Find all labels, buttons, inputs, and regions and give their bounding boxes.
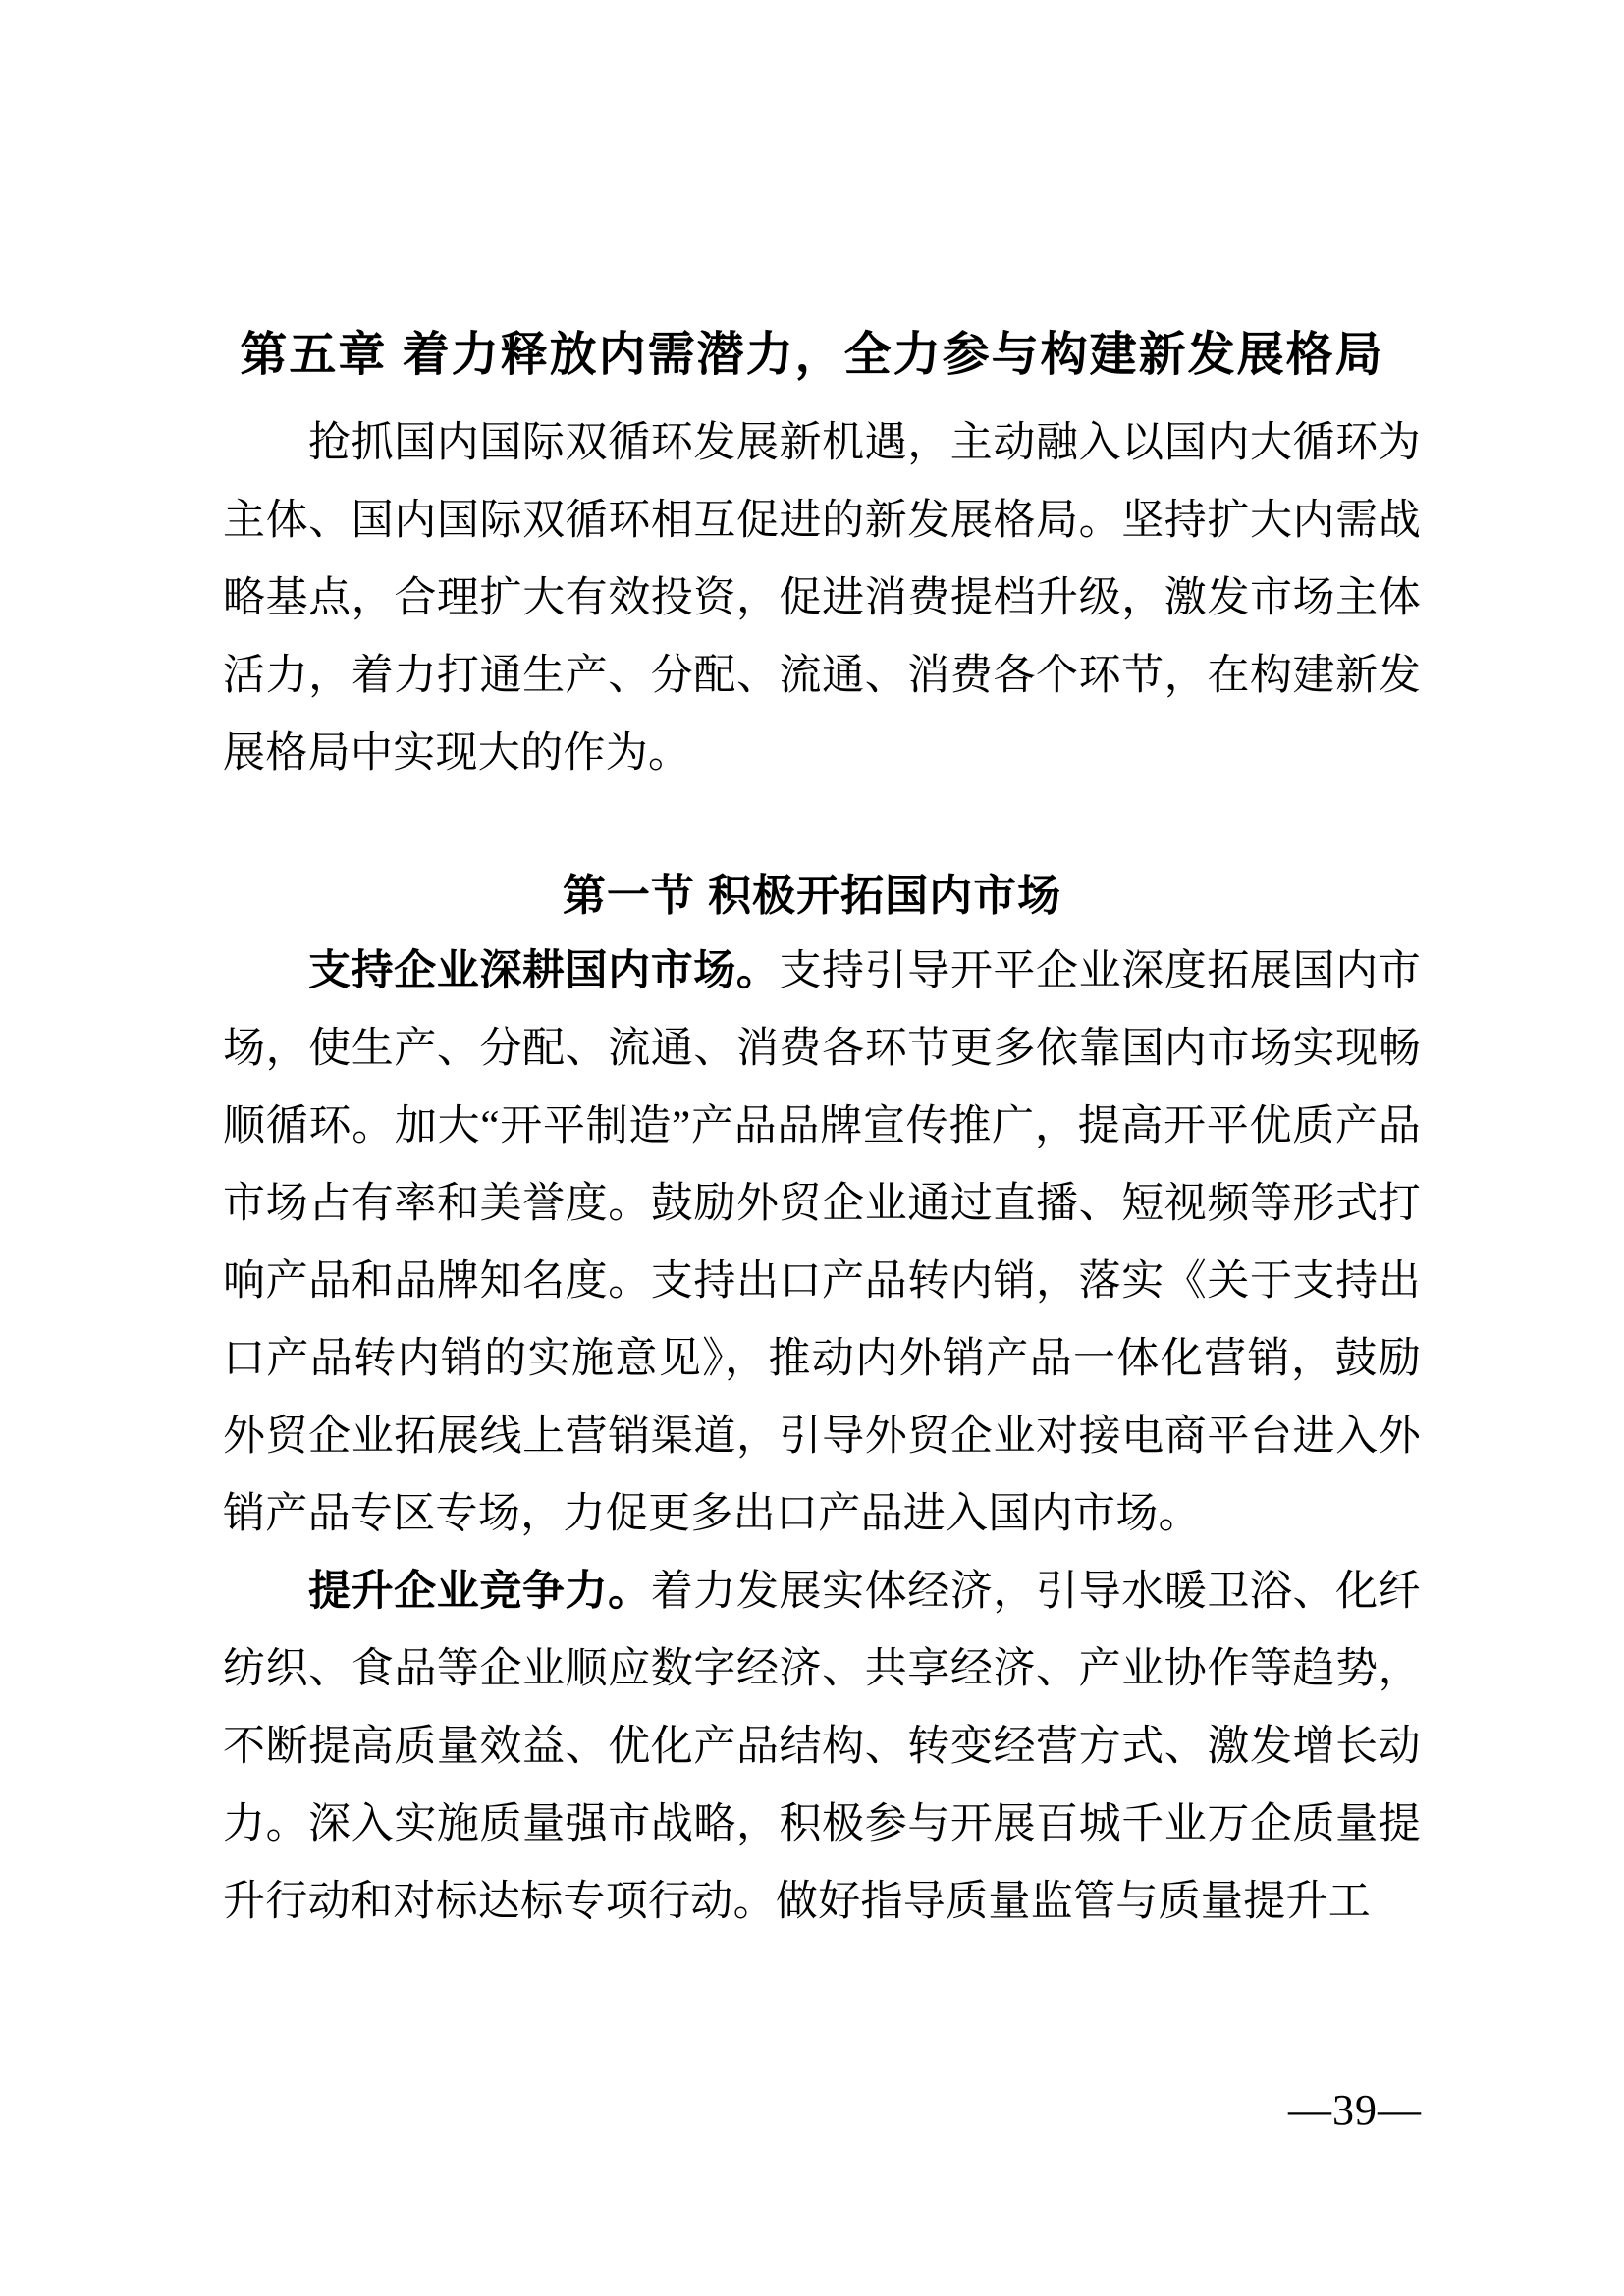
body-paragraph: 提升企业竞争力。着力发展实体经济，引导水暖卫浴、化纤纺织、食品等企业顺应数字经济、共享经济、产业协作等趋势，不断提高质量效益、优化产品结构、转变经营方式、激发增长动力。深入实施质量强市战略，积极参与开展百城千业万企质量提升行动和对标达标专项行动。做好指导质量监管与质量提升工 — [223, 1568, 1421, 1925]
intro-paragraph: 抢抓国内国际双循环发展新机遇，主动融入以国内大循环为主体、国内国际双循环相互促进的新发展格局。坚持扩大内需战略基点，合理扩大有效投资，促进消费提档升级，激发市场主体活力，着力打通生产、分配、流通、消费各个环节，在构建新发展格局中实现大的作为。 — [223, 420, 1421, 776]
paragraph-lead: 支持企业深耕国内市场。 — [308, 947, 780, 994]
page-number: —39— — [1288, 2086, 1422, 2134]
section-heading: 第一节 积极开拓国内市场 — [562, 871, 1062, 920]
intro-block — [223, 404, 1421, 792]
body-paragraph: 支持企业深耕国内市场。支持引导开平企业深度拓展国内市场，使生产、分配、流通、消费各环节更多依靠国内市场实现畅顺循环。加大“开平制造”产品品牌宣传推广，提高开平优质产品市场占有率和美誉度。鼓励外贸企业通过直播、短视频等形式打响产品和品牌知名度。支持出口产品转内销，落实《关于支持出口产品转内销的实施意见》，推动内外销产品一体化营销，鼓励外贸企业拓展线上营销渠道，引导外贸企业对接电商平台进入外销产品专区专场，力促更多出口产品进入国内市场。 — [223, 947, 1421, 1537]
body-paragraphs — [223, 933, 1421, 1941]
chapter-title: 第五章 着力释放内需潜力，全力参与构建新发展格局 — [240, 329, 1384, 382]
paragraph-lead: 提升企业竞争力。 — [308, 1568, 651, 1615]
